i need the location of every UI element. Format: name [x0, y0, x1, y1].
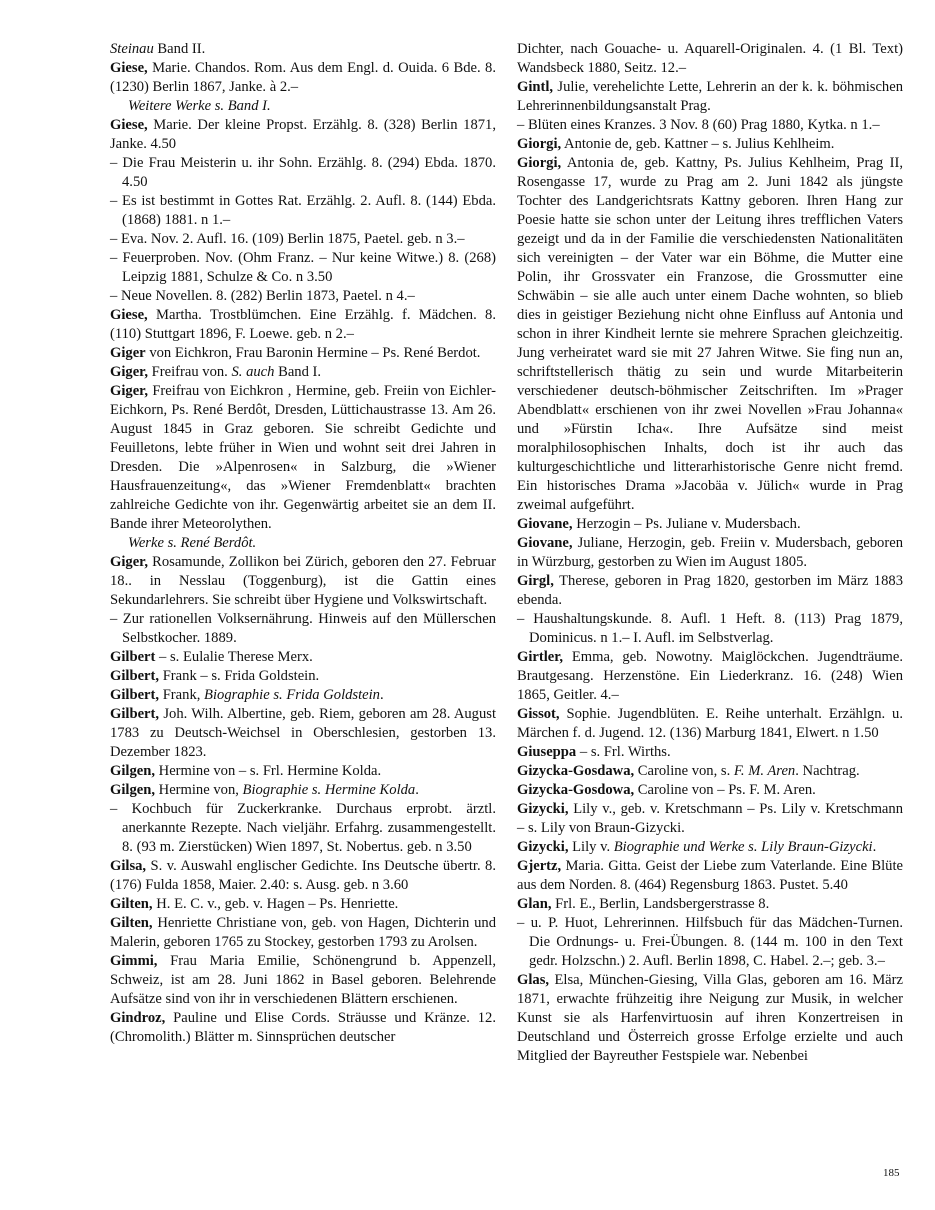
entry-text: Joh. Wilh. Albertine, geb. Riem, geboren am 28. August 1783 zu Deutsch-Weichsel in Oberschlesien, gestorben 13. Dezember 1823. [110, 706, 496, 760]
entry-headword: Glas, [517, 972, 550, 988]
entry-text: – Eva. Nov. 2. Aufl. 16. (109) Berlin 1875, Paetel. geb. n 3.– [110, 231, 465, 247]
bibliography-entry [110, 648, 496, 667]
entry-text: von Eichkron, Frau Baronin Hermine – Ps. René Berdot. [145, 345, 481, 361]
entry-text: Elsa, München-Giesing, Villa Glas, geboren am 16. März 1871, erwachte frühzeitig ihre Neigung zur Musik, in welcher Kunst sie als Harfenvirtuosin auf ihren Konzertreisen in Deutschland und Österreich grosse Erfolge erzielte und auch Mitglied der Bayreuther Festspiele war. Nebenbei [517, 972, 903, 1064]
entry-headword: Gilbert, [110, 706, 160, 722]
entry-headword: Giger [110, 345, 146, 361]
entry-headword: Gilten, [110, 896, 153, 912]
entry-text: Freifrau von Eichkron , Hermine, geb. Freiin von Eichler-Eichkorn, Ps. René Berdôt, Dresden, Lüttichaustrasse 13. Am 26. August 1845 in Graz geboren. Sie schreibt Gedichte und Feuilletons, lebte früher in Wien und wohnt seit drei Jahren in Dresden. Die »Alpenrosen« in Salzburg, die »Wiener Hausfrauenzeitung«, das »Wiener Fremdenblatt« brachten zahlreiche Gedichte von ihr. Gegenwärtig arbeitet sie an dem II. Bande ihrer Meteorolythen. [110, 383, 496, 532]
entry-headword: Gimmi, [110, 953, 158, 969]
entry-text: Frau Maria Emilie, Schönengrund b. Appenzell, Schweiz, ist am 28. Juni 1862 in Basel geboren. Belehrende Aufsätze sind von ihr in verschiedenen Blättern erschienen. [110, 953, 496, 1007]
work-entry [517, 914, 903, 971]
entry-text: – s. Eulalie Therese Merx. [155, 649, 313, 665]
entry-text: Hermine von – s. Frl. Hermine Kolda. [155, 763, 382, 779]
bibliography-entry [517, 705, 903, 743]
entry-text: Frl. E., Berlin, Landsbergerstrasse 8. [551, 896, 770, 912]
entry-text: Martha. Trostblümchen. Eine Erzählg. f. Mädchen. 8. (110) Stuttgart 1896, F. Loewe. geb. n 2.– [110, 307, 496, 342]
page-number: 185 [883, 1167, 900, 1179]
entry-headword: Glan, [517, 896, 552, 912]
left-column [110, 40, 496, 1047]
right-column [517, 40, 903, 1066]
entry-text: Henriette Christiane von, geb. von Hagen, Dichterin und Malerin, geboren 1765 zu Stockey, gestorben 1793 zu Arolsen. [110, 915, 496, 950]
entry-headword: Girtler, [517, 649, 564, 665]
entry-text: – Neue Novellen. 8. (282) Berlin 1873, Paetel. n 4.– [110, 288, 415, 304]
entry-text: Marie. Der kleine Propst. Erzählg. 8. (328) Berlin 1871, Janke. 4.50 [110, 117, 496, 152]
entry-headword: Gizycka-Gosdawa, [517, 763, 635, 779]
bibliography-entry [110, 667, 496, 686]
bibliography-entry [517, 781, 903, 800]
entry-headword: Gilbert, [110, 687, 160, 703]
entry-headword: Gilgen, [110, 763, 155, 779]
entry-headword: Gilbert, [110, 668, 160, 684]
bibliography-entry [517, 800, 903, 838]
entry-headword: Giovane, [517, 535, 573, 551]
entry-text: Weitere Werke s. [128, 98, 225, 114]
bibliography-entry [110, 762, 496, 781]
entry-text: – Es ist bestimmt in Gottes Rat. Erzählg. 2. Aufl. 8. (144) Ebda. (1868) 1881. n 1.– [110, 193, 496, 228]
bibliography-entry [517, 648, 903, 705]
entry-text: – Die Frau Meisterin u. ihr Sohn. Erzählg. 8. (294) Ebda. 1870. 4.50 [110, 155, 496, 190]
entry-text: Hermine von, [155, 782, 243, 798]
work-entry [110, 192, 496, 230]
entry-text: Werke s. René Berdôt. [128, 535, 257, 551]
entry-text: . [415, 782, 419, 798]
entry-headword: Giese, [110, 117, 148, 133]
entry-text: Emma, geb. Nowotny. Maiglöckchen. Jugendträume. Brautgesang. Herzenstöne. Ein Liederkranz. 16. (248) Wien 1865, Geitler. 4.– [517, 649, 903, 703]
entry-text: Lily v., geb. v. Kretschmann – Ps. Lily v. Kretschmann – s. Lily von Braun-Gizycki. [517, 801, 903, 836]
work-entry [110, 154, 496, 192]
entry-headword: Gilbert [110, 649, 156, 665]
entry-text: Freifrau von. [147, 364, 232, 380]
cross-reference [110, 534, 496, 553]
entry-text: – Blüten eines Kranzes. 3 Nov. 8 (60) Prag 1880, Kytka. n 1.– [517, 117, 880, 133]
bibliography-entry [517, 971, 903, 1066]
italic-text: Biographie s. Hermine Kolda [242, 782, 416, 798]
entry-headword: Giovane, [517, 516, 573, 532]
entry-text: Band I. [274, 364, 322, 380]
work-entry [110, 610, 496, 648]
entry-text: Sophie. Jugendblüten. E. Reihe unterhalt. Erzählgn. u. Märchen f. d. Jugend. 12. (136) Marburg 1841, Elwert. n 1.50 [517, 706, 903, 741]
entry-headword: Gissot, [517, 706, 560, 722]
bibliography-entry [517, 743, 903, 762]
entry-text: Frank – s. Frida Goldstein. [159, 668, 320, 684]
entry-headword: Gindroz, [110, 1010, 166, 1026]
work-entry [517, 116, 903, 135]
entry-text: Dichter, nach Gouache- u. Aquarell-Originalen. 4. (1 Bl. Text) Wandsbeck 1880, Seitz. 12.– [517, 41, 903, 76]
entry-headword: Gintl, [517, 79, 554, 95]
entry-text: Marie. Chandos. Rom. Aus dem Engl. d. Ouida. 6 Bde. 8. (1230) Berlin 1867, Janke. à 2.– [110, 60, 496, 95]
entry-headword: Gizycki, [517, 801, 569, 817]
entry-text: Pauline und Elise Cords. Sträusse und Kränze. 12. (Chromolith.) Blätter m. Sinnsprüchen deutscher [110, 1010, 496, 1045]
bibliography-entry [110, 895, 496, 914]
entry-headword: Girgl, [517, 573, 554, 589]
bibliography-entry [517, 78, 903, 116]
italic-text: Biographie s. Frida Goldstein [204, 687, 380, 703]
bibliography-entry [110, 781, 496, 800]
bibliography-entry [517, 154, 903, 515]
entry-headword: Gilsa, [110, 858, 147, 874]
entry-text: . Nachtrag. [795, 763, 860, 779]
entry-headword: Giese, [110, 307, 148, 323]
bibliography-entry [110, 363, 496, 382]
bibliography-entry [517, 534, 903, 572]
entry-text: S. v. Auswahl englischer Gedichte. Ins Deutsche übertr. 8. (176) Fulda 1858, Maier. 2.40: s. Ausg. geb. n 3.60 [110, 858, 496, 893]
bibliography-entry [517, 135, 903, 154]
bibliography-entry [110, 686, 496, 705]
entry-text: – Feuerproben. Nov. (Ohm Franz. – Nur keine Witwe.) 8. (268) Leipzig 1881, Schulze & Co. n 3.50 [110, 250, 496, 285]
bibliography-entry [110, 59, 496, 97]
entry-headword: Gizycki, [517, 839, 569, 855]
bibliography-entry [517, 762, 903, 781]
entry-text: . [379, 687, 384, 703]
bibliography-entry [517, 857, 903, 895]
entry-headword: Giorgi, [517, 155, 562, 171]
bibliography-entry [110, 116, 496, 154]
entry-text: Band II. [153, 41, 206, 57]
entry-headword: Giese, [110, 60, 148, 76]
entry-headword: Gilgen, [110, 782, 155, 798]
entry-text: – Kochbuch für Zuckerkranke. Durchaus erprobt. ärztl. anerkannte Rezepte. Nach vieljähr. Erfahrg. zusammengestellt. 8. (93 m. Zierstücken) Wien 1897, St. Nobertus. geb. n 3.50 [110, 801, 496, 855]
entry-text: Antonie de, geb. Kattner – s. Julius Kehlheim. [561, 136, 835, 152]
entry-text: Julie, verehelichte Lette, Lehrerin an der k. k. böhmischen Lehrerinnenbildungsanstalt Prag. [517, 79, 903, 114]
entry-text: Antonia de, geb. Kattny, Ps. Julius Kehlheim, Prag II, Rosengasse 17, wurde zu Prag am 2. Juni 1842 als jüngste Tochter des Landgerichtsrats Kattny geboren. Ihren Hang zur Poesie hatte sie schon unter der Leitung ihres trefflichen Vaters gezeigt und da in der Familie die verschiedensten Nationalitäten sich vereinigten – der Vater war ein Böhme, die Mutter eine Polin, ihr Grossvater ein Franzose, die Grossmutter eine Schwäbin – sie alle auch unter einem Dache wohnten, so blieb dies in geistiger Beziehung nicht ohne Einfluss auf Antonia und schon in ihrer Kindheit lernte sie mehrere Sprachen gleichzeitig. Jung verheiratet ward sie mit 27 Jahren Witwe. Sie fing nun an, schriftstellerisch thätig zu sein und wurde Mitarbeiterin verschiedener deutsch-böhmischer Zeitschriften. Im »Prager Abendblatt« erschienen von ihr zwei Novellen »Frau Johanna« und »Fürstin Icha«. Ihre Aufsätze sind meist moralphilosophischen Inhalts, doch ist ihr auch das kulturgeschichtliche und litterarhistorische Genre nicht fremd. Ein historisches Drama »Jacobäa v. Jülich« wurde in Prag zweimal aufgeführt. [517, 155, 903, 513]
entry-text: H. E. C. v., geb. v. Hagen – Ps. Henriette. [152, 896, 399, 912]
entry-text: Frank, [159, 687, 205, 703]
bibliography-entry [110, 952, 496, 1009]
entry-text: Maria. Gitta. Geist der Liebe zum Vaterlande. Eine Blüte aus dem Norden. 8. (464) Regensburg 1863. Pustet. 5.40 [517, 858, 903, 893]
work-entry [110, 800, 496, 857]
entry-text: – s. Frl. Wirths. [576, 744, 671, 760]
entry-text: Juliane, Herzogin, geb. Freiin v. Mudersbach, geboren in Würzburg, gestorben zu Wien im August 1805. [517, 535, 903, 570]
work-entry [110, 287, 496, 306]
italic-text: Biographie und Werke s. Lily Braun-Gizycki [613, 839, 873, 855]
entry-text: Caroline von, s. [634, 763, 734, 779]
entry-headword: Gjertz, [517, 858, 562, 874]
entry-headword: Gilten, [110, 915, 153, 931]
entry-text: – u. P. Huot, Lehrerinnen. Hilfsbuch für das Mädchen-Turnen. Die Ordnungs- u. Frei-Übungen. 8. (144 m. 100 in den Text gedr. Holzschn.) 2. Aufl. Berlin 1898, C. Habel. 2.–; geb. 3.– [517, 915, 903, 969]
entry-headword: Giorgi, [517, 136, 562, 152]
italic-text: F. M. Aren [733, 763, 796, 779]
entry-text: . [872, 839, 877, 855]
bibliography-entry [110, 914, 496, 952]
entry-headword: Giger, [110, 383, 148, 399]
entry-headword: Giger, [110, 364, 148, 380]
entry-headword: Gizycka-Gosdowa, [517, 782, 635, 798]
bibliography-entry [517, 895, 903, 914]
bibliography-entry [517, 572, 903, 610]
bibliography-entry [110, 705, 496, 762]
bibliography-entry [110, 344, 496, 363]
cross-reference [110, 97, 496, 116]
entry-headword: Giuseppa [517, 744, 577, 760]
entry-text: Therese, geboren in Prag 1820, gestorben im März 1883 ebenda. [517, 573, 903, 608]
entry-text: – Zur rationellen Volksernährung. Hinweis auf den Müllerschen Selbstkocher. 1889. [110, 611, 496, 646]
bibliography-entry [110, 306, 496, 344]
bibliography-entry [517, 40, 903, 78]
entry-text: Herzogin – Ps. Juliane v. Mudersbach. [572, 516, 801, 532]
bibliography-entry [110, 382, 496, 534]
italic-text: S. auch [231, 364, 275, 380]
entry-headword: Giger, [110, 554, 148, 570]
bibliography-entry [110, 1009, 496, 1047]
work-entry [110, 230, 496, 249]
entry-text: Lily v. [568, 839, 614, 855]
italic-text: Steinau [110, 41, 154, 57]
bibliography-entry [110, 553, 496, 610]
bibliography-entry [110, 40, 496, 59]
work-entry [110, 249, 496, 287]
entry-text: Band I. [224, 98, 271, 114]
entry-text: Caroline von – Ps. F. M. Aren. [634, 782, 816, 798]
entry-text: Rosamunde, Zollikon bei Zürich, geboren den 27. Februar 18.. in Nesslau (Toggenburg), ist die Gattin eines Sekundarlehrers. Sie schreibt über Hygiene und Volkswirtschaft. [110, 554, 496, 608]
bibliography-entry [517, 515, 903, 534]
bibliography-entry [517, 838, 903, 857]
bibliography-entry [110, 857, 496, 895]
work-entry [517, 610, 903, 648]
entry-text: – Haushaltungskunde. 8. Aufl. 1 Heft. 8. (113) Prag 1879, Dominicus. n 1.– I. Aufl. im Selbstverlag. [517, 611, 903, 646]
